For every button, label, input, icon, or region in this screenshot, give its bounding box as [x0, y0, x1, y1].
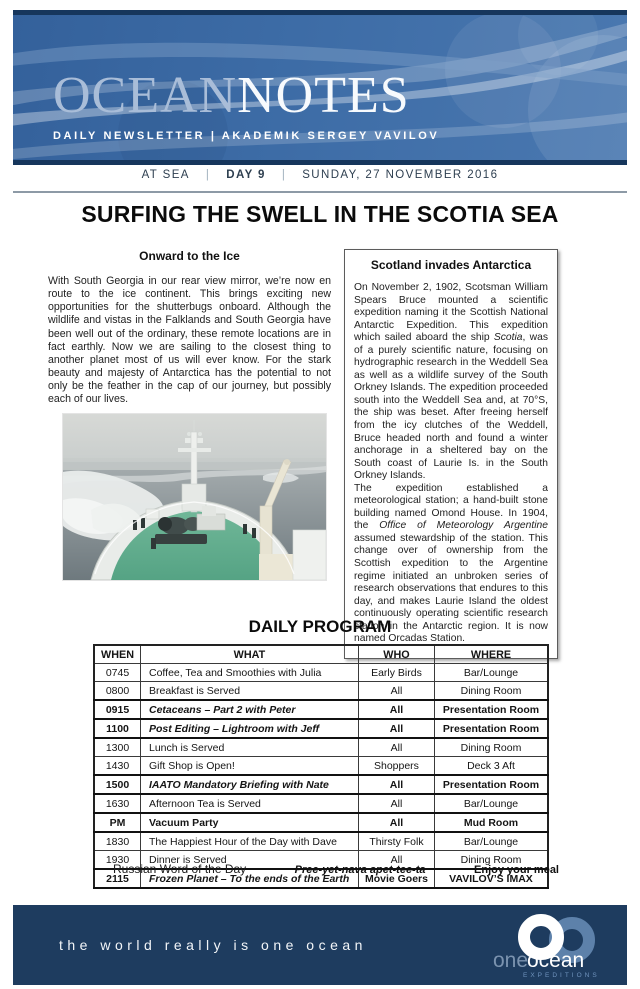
cell-when: 0915: [94, 700, 141, 719]
table-row: [94, 832, 548, 851]
word-of-day-row: [13, 862, 627, 876]
cell-when: 1100: [94, 719, 141, 738]
history-infobox: [344, 249, 558, 659]
ship-name-italic: Scotia: [493, 332, 523, 344]
col-header-where: WHERE: [434, 645, 548, 664]
masthead-text: [53, 67, 440, 142]
newsletter-subtitle: DAILY NEWSLETTER | AKADEMIK SERGEY VAVILOV: [53, 130, 440, 142]
table-row-highlight: [94, 813, 548, 832]
infobox-text: The expedition established a meteorological station; a hand-built stone building named Omond House. In 1904, the: [354, 482, 548, 532]
cell-when: 1430: [94, 757, 141, 776]
cell-what: Afternoon Tea is Served: [141, 794, 359, 813]
cell-when: 1300: [94, 738, 141, 757]
footer-tagline: the world really is one ocean: [59, 937, 367, 953]
cell-where: VAVILOV’S IMAX: [434, 869, 548, 888]
cell-who: Early Birds: [358, 664, 434, 682]
infobox-text: , was of a purely scientific nature, focusing on hydrographic research in the Weddell Sea as well as a wildlife survey of the South Orkney Islands. The expedition proceeded south into the Weddell Sea and, at 70°S, the ship was beset. After freeing herself from the icy clutches of the Weddell, Bruce headed north and found a winter anchorage in a sheltered bay on the South coast of Laurie Is. in the South Orkney Islands.: [354, 332, 548, 482]
ship-bow-photo: [63, 414, 326, 580]
daily-program-table: [93, 644, 549, 889]
cell-where: Bar/Lounge: [434, 664, 548, 682]
cell-who: All: [358, 700, 434, 719]
infobox-text: On November 2, 1902, Scotsman William Spears Bruce mounted a scientific expedition naming it the Scottish National Antarctic Expedition. This expedition which sailed aboard the ship: [354, 282, 548, 344]
cell-when: 1830: [94, 832, 141, 851]
cell-who: All: [358, 813, 434, 832]
table-header-row: [94, 645, 548, 664]
right-column: [344, 249, 558, 659]
one-ocean-logo-graphic: [489, 909, 621, 981]
table-row-highlight: [94, 775, 548, 794]
masthead-banner: [13, 10, 627, 165]
cell-what: Vacuum Party: [141, 813, 359, 832]
dateline-location: AT SEA: [141, 169, 190, 181]
newsletter-title: [53, 67, 439, 124]
dateline-separator: |: [205, 169, 211, 181]
table-row: [94, 794, 548, 813]
cell-where: Dining Room: [434, 851, 548, 870]
dateline-separator: |: [281, 169, 287, 181]
left-column-heading: Onward to the Ice: [139, 249, 240, 263]
horizontal-rule: [13, 191, 627, 193]
cell-when: 1500: [94, 775, 141, 794]
title-notes: NOTES: [237, 67, 410, 124]
cell-when: 1930: [94, 851, 141, 870]
cell-who: All: [358, 738, 434, 757]
dateline: [13, 169, 627, 181]
cell-where: Mud Room: [434, 813, 548, 832]
cell-where: Presentation Room: [434, 700, 548, 719]
cell-what: Coffee, Tea and Smoothies with Julia: [141, 664, 359, 682]
dateline-day: DAY 9: [226, 169, 266, 181]
left-column-body: With South Georgia in our rear view mirror, we’re now en route to the ice continent. This brings exciting new opportunities for the shutterbugs onboard. Although the wildlife and vistas in the Falklands and South Georgia have been well out of the ordinary, these remote locations are in fact earthly. Now we are sailing to the closest thing to another planet most of us will ever know. For the stark beauty and majesty of Antarctica has the potential to not only be the feather in the cap of our journey, but possibly each of our lives.: [48, 275, 331, 406]
infobox-heading: Scotland invades Antarctica: [370, 258, 532, 272]
cell-when: PM: [94, 813, 141, 832]
footer-bar: [13, 905, 627, 985]
dateline-date: SUNDAY, 27 NOVEMBER 2016: [302, 169, 499, 181]
cell-when: 0745: [94, 664, 141, 682]
cell-what: Cetaceans – Part 2 with Peter: [141, 700, 359, 719]
word-of-day-label: Russian Word of the Day: [113, 862, 247, 876]
table-row: [94, 738, 548, 757]
cell-who: Thirsty Folk: [358, 832, 434, 851]
word-of-day-phonetic: Pree-yet-nava apet-tee-ta: [294, 864, 426, 876]
cell-where: Dining Room: [434, 682, 548, 701]
cell-what: Breakfast is Served: [141, 682, 359, 701]
cell-where: Bar/Lounge: [434, 832, 548, 851]
cell-who: Movie Goers: [358, 869, 434, 888]
table-row-highlight: [94, 719, 548, 738]
cell-what: IAATO Mandatory Briefing with Nate: [141, 775, 359, 794]
word-of-day-meaning: Enjoy your meal: [474, 864, 559, 876]
page-title: SURFING THE SWELL IN THE SCOTIA SEA: [81, 201, 559, 227]
one-ocean-logo: [489, 909, 621, 981]
table-row: [94, 757, 548, 776]
logo-one-text: one: [493, 949, 529, 972]
cell-what: Frozen Planet – To the ends of the Earth: [141, 869, 359, 888]
office-name-italic: Office of Meteorology Argentine: [379, 520, 548, 532]
cell-who: All: [358, 682, 434, 701]
cell-when: 2115: [94, 869, 141, 888]
col-header-what: WHAT: [141, 645, 359, 664]
cell-what: Gift Shop is Open!: [141, 757, 359, 776]
infobox-text: assumed stewardship of the station. This change over of ownership from the Scottish expedition to the Argentine regime initiated an unbroken series of research observations that endures to this day, and makes Laurie Island the oldest continuously operating scientific research station in the Antarctic region. It is now named Orcadas Station.: [354, 532, 548, 645]
left-column: [48, 249, 331, 580]
cell-what: Lunch is Served: [141, 738, 359, 757]
cell-who: All: [358, 775, 434, 794]
cell-who: All: [358, 794, 434, 813]
title-ocean: OCEAN: [53, 67, 238, 124]
cell-who: All: [358, 719, 434, 738]
cell-where: Deck 3 Aft: [434, 757, 548, 776]
table-row: [94, 682, 548, 701]
cell-who: All: [358, 851, 434, 870]
cell-what: The Happiest Hour of the Day with Dave: [141, 832, 359, 851]
infobox-paragraph-1: [354, 282, 548, 483]
cell-what: Dinner is Served: [141, 851, 359, 870]
cell-where: Dining Room: [434, 738, 548, 757]
col-header-who: WHO: [358, 645, 434, 664]
table-row-highlight: [94, 700, 548, 719]
cell-where: Presentation Room: [434, 719, 548, 738]
cell-where: Bar/Lounge: [434, 794, 548, 813]
daily-program-title: DAILY PROGRAM: [248, 617, 392, 636]
col-header-when: WHEN: [94, 645, 141, 664]
table-row: [94, 664, 548, 682]
cell-when: 1630: [94, 794, 141, 813]
cell-when: 0800: [94, 682, 141, 701]
logo-expeditions-text: EXPEDITIONS: [523, 972, 600, 979]
cell-what: Post Editing – Lightroom with Jeff: [141, 719, 359, 738]
logo-ocean-text: ocean: [527, 949, 585, 972]
cell-who: Shoppers: [358, 757, 434, 776]
cell-where: Presentation Room: [434, 775, 548, 794]
